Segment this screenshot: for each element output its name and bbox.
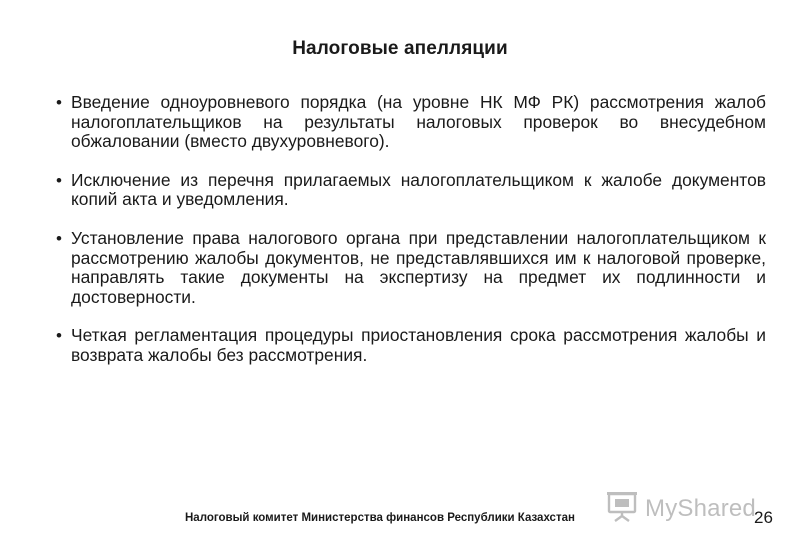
bullet-item xyxy=(56,93,766,152)
bullet-item xyxy=(56,171,766,210)
watermark-logo[interactable] xyxy=(606,490,756,527)
slide-title: Налоговые апелляции xyxy=(292,38,508,59)
footer-organization: Налоговый комитет Министерства финансов Республики Казахстан xyxy=(185,512,575,524)
bullet-dot: • xyxy=(56,228,62,248)
page-number: 26 xyxy=(754,508,773,527)
bullet-dot: • xyxy=(56,93,62,112)
bullet-dot: • xyxy=(56,326,62,346)
bullet-dot: • xyxy=(56,170,62,190)
watermark-text: MyShared xyxy=(645,494,756,522)
bullet-item xyxy=(56,229,766,307)
bullet-list xyxy=(56,93,766,385)
bullet-text: Четкая регламентация процедуры приостановления срока рассмотрения жалобы и возврата жалобы без рассмотрения. xyxy=(71,325,766,365)
bullet-text: Введение одноуровневого порядка (на уровне НК МФ РК) рассмотрения жалоб налогоплательщиков на результаты налоговых проверок во внесудебном обжаловании (вместо двухуровневого). xyxy=(71,92,766,152)
bullet-text: Исключение из перечня прилагаемых налогоплательщиком к жалобе документов копий акта и уведомления. xyxy=(71,169,766,210)
bullet-text: Установление права налогового органа при представлении налогоплательщиком к рассмотрению жалобы документов, не представлявшихся им к налоговой проверке, направлять такие документы на экспертизу на предмет их подлинности и достоверности. xyxy=(71,227,766,307)
bullet-item xyxy=(56,326,766,365)
presentation-board-icon xyxy=(606,490,640,527)
